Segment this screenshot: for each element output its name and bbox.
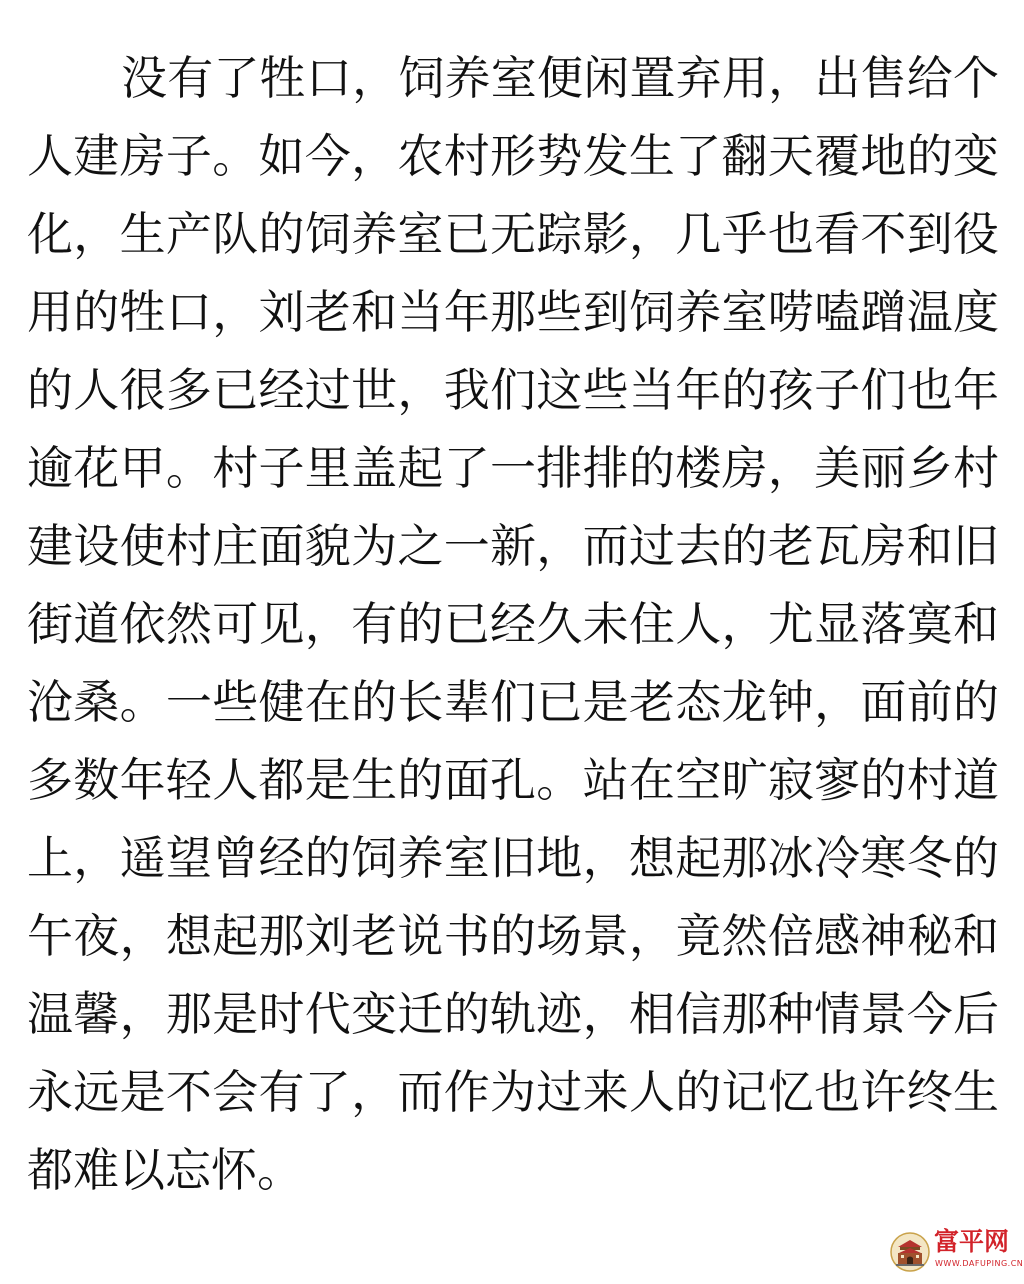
- paragraph-line: 温馨，那是时代变迁的轨迹，相信那种情景今后: [27, 987, 999, 1041]
- site-watermark: [888, 1226, 1024, 1278]
- paragraph-line: 永远是不会有了，而作为过来人的记忆也许终生: [27, 1065, 999, 1119]
- paragraph-line: 午夜，想起那刘老说书的场景，竟然倍感神秘和: [27, 909, 999, 963]
- watermark-url: WWW.DAFUPING.CN: [935, 1259, 1024, 1268]
- paragraph-line: 逾花甲。村子里盖起了一排排的楼房，美丽乡村: [27, 441, 999, 495]
- paragraph-line: 多数年轻人都是生的面孔。站在空旷寂寥的村道: [27, 753, 999, 807]
- paragraph-line: 人建房子。如今，农村形势发生了翻天覆地的变: [27, 129, 999, 183]
- watermark-title: 富平网: [934, 1227, 1010, 1256]
- paragraph-line: 的人很多已经过世，我们这些当年的孩子们也年: [27, 363, 999, 417]
- paragraph-line: 上，遥望曾经的饲养室旧地，想起那冰冷寒冬的: [27, 831, 999, 885]
- paragraph-line: 都难以忘怀。: [27, 1143, 303, 1197]
- city-gate-icon: [890, 1232, 930, 1272]
- paragraph-line: 街道依然可见，有的已经久未住人，尤显落寞和: [27, 597, 999, 651]
- paragraph-line: 沧桑。一些健在的长辈们已是老态龙钟，面前的: [27, 675, 999, 729]
- paragraph-line: 建设使村庄面貌为之一新，而过去的老瓦房和旧: [27, 519, 999, 573]
- paragraph-line: 用的牲口，刘老和当年那些到饲养室唠嗑蹭温度: [27, 285, 999, 339]
- paragraph-line: 没有了牲口，饲养室便闲置弃用，出售给个: [121, 51, 999, 105]
- paragraph-line: 化，生产队的饲养室已无踪影，几乎也看不到役: [27, 207, 999, 261]
